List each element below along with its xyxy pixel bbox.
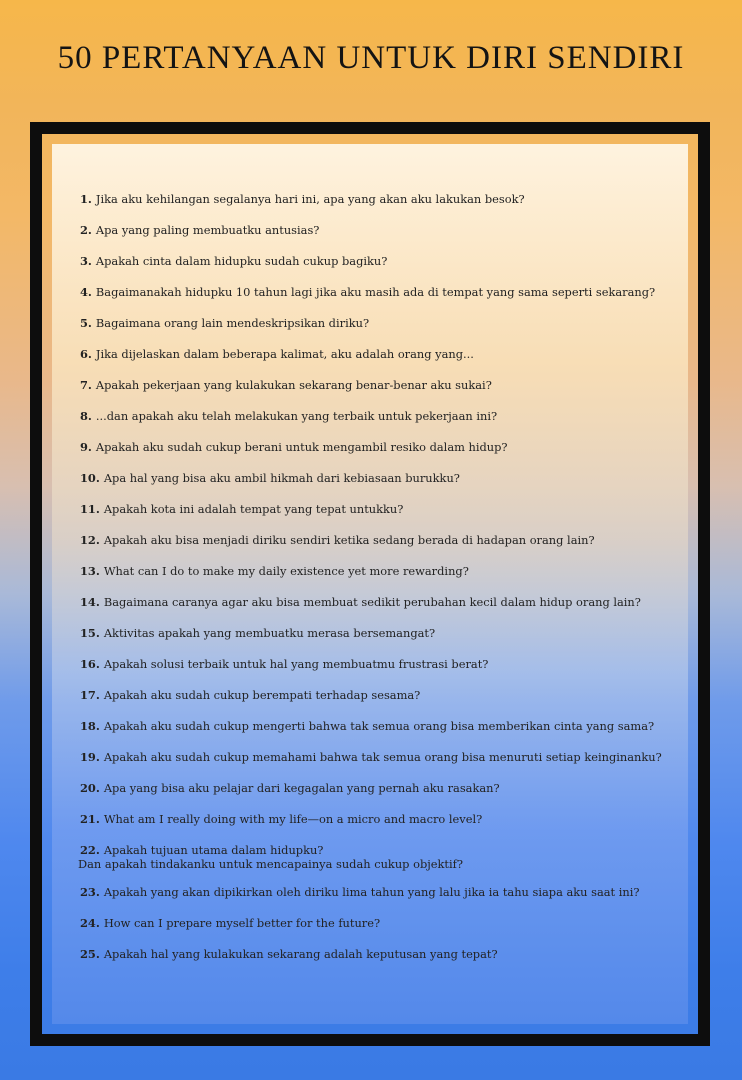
question-text: Apa hal yang bisa aku ambil hikmah dari kebiasaan burukku?: [103, 471, 460, 485]
question-text: Apakah hal yang kulakukan sekarang adalah keputusan yang tepat?: [103, 947, 498, 961]
question-item: [80, 502, 678, 533]
question-number: 21.: [80, 812, 100, 826]
question-number: 10.: [80, 471, 100, 485]
question-item: [80, 223, 678, 254]
question-text: Apakah aku sudah cukup mengerti bahwa tak semua orang bisa memberikan cinta yang sama?: [103, 719, 655, 733]
question-text: Apakah aku bisa menjadi diriku sendiri ketika sedang berada di hadapan orang lain?: [103, 533, 595, 547]
question-number: 19.: [80, 750, 100, 764]
question-number: 14.: [80, 595, 100, 609]
question-text: Bagaimana caranya agar aku bisa membuat sedikit perubahan kecil dalam hidup orang lain?: [103, 595, 641, 609]
question-text: Apakah aku sudah cukup memahami bahwa tak semua orang bisa menuruti setiap keinginanku?: [103, 750, 662, 764]
questions-list: [80, 192, 678, 978]
question-number: 17.: [80, 688, 100, 702]
question-number: 15.: [80, 626, 100, 640]
question-item: [80, 595, 678, 626]
question-text-line2: Dan apakah tindakanku untuk mencapainya sudah cukup objektif?: [78, 857, 463, 871]
question-number: 4.: [80, 285, 92, 299]
question-text: Apakah yang akan dipikirkan oleh diriku lima tahun yang lalu jika ia tahu siapa aku saat ini?: [103, 885, 640, 899]
question-text: Apakah aku sudah cukup berani untuk mengambil resiko dalam hidup?: [95, 440, 508, 454]
question-text: Apakah solusi terbaik untuk hal yang membuatmu frustrasi berat?: [103, 657, 489, 671]
question-item: [80, 916, 678, 947]
question-number: 3.: [80, 254, 92, 268]
question-number: 1.: [80, 192, 92, 206]
question-item: [80, 409, 678, 440]
question-item: [80, 657, 678, 688]
question-item: [80, 750, 678, 781]
question-item: [80, 285, 678, 316]
question-text: What can I do to make my daily existence yet more rewarding?: [103, 564, 469, 578]
question-item: [80, 440, 678, 471]
black-frame: [30, 122, 710, 1046]
question-item: [80, 316, 678, 347]
question-text: Apakah cinta dalam hidupku sudah cukup bagiku?: [95, 254, 388, 268]
question-number: 5.: [80, 316, 92, 330]
question-text: What am I really doing with my life—on a micro and macro level?: [103, 812, 483, 826]
question-text: Jika dijelaskan dalam beberapa kalimat, aku adalah orang yang...: [95, 347, 474, 361]
question-number: 2.: [80, 223, 92, 237]
question-number: 24.: [80, 916, 100, 930]
question-item: [80, 947, 678, 978]
questions-panel: [52, 144, 688, 1024]
question-number: 22.: [80, 843, 100, 857]
question-item: [80, 843, 678, 885]
question-number: 25.: [80, 947, 100, 961]
question-item: [80, 254, 678, 285]
question-number: 11.: [80, 502, 100, 516]
question-number: 18.: [80, 719, 100, 733]
question-text: Apakah tujuan utama dalam hidupku?: [103, 843, 324, 857]
question-text: Apakah kota ini adalah tempat yang tepat untukku?: [103, 502, 404, 516]
question-text: Bagaimanakah hidupku 10 tahun lagi jika aku masih ada di tempat yang sama seperti sekarang?: [95, 285, 656, 299]
question-text: Apakah pekerjaan yang kulakukan sekarang benar-benar aku sukai?: [95, 378, 492, 392]
question-text: Apa yang paling membuatku antusias?: [95, 223, 320, 237]
question-item: [80, 564, 678, 595]
question-number: 23.: [80, 885, 100, 899]
question-text: ...dan apakah aku telah melakukan yang terbaik untuk pekerjaan ini?: [95, 409, 498, 423]
question-item: [80, 719, 678, 750]
question-item: [80, 812, 678, 843]
question-text: Apa yang bisa aku pelajar dari kegagalan yang pernah aku rasakan?: [103, 781, 500, 795]
question-item: [80, 471, 678, 502]
question-number: 13.: [80, 564, 100, 578]
question-item: [80, 688, 678, 719]
question-item: [80, 347, 678, 378]
question-text: Jika aku kehilangan segalanya hari ini, apa yang akan aku lakukan besok?: [95, 192, 525, 206]
question-number: 9.: [80, 440, 92, 454]
question-text: How can I prepare myself better for the future?: [103, 916, 381, 930]
question-item: [80, 378, 678, 409]
question-number: 6.: [80, 347, 92, 361]
question-number: 8.: [80, 409, 92, 423]
question-item: [80, 626, 678, 657]
question-item: [80, 192, 678, 223]
question-item: [80, 533, 678, 564]
question-text: Aktivitas apakah yang membuatku merasa bersemangat?: [103, 626, 436, 640]
question-text: Apakah aku sudah cukup berempati terhadap sesama?: [103, 688, 421, 702]
question-number: 7.: [80, 378, 92, 392]
question-item: [80, 885, 678, 916]
question-number: 16.: [80, 657, 100, 671]
question-item: [80, 781, 678, 812]
question-number: 12.: [80, 533, 100, 547]
question-number: 20.: [80, 781, 100, 795]
question-text: Bagaimana orang lain mendeskripsikan diriku?: [95, 316, 370, 330]
page-title: 50 PERTANYAAN UNTUK DIRI SENDIRI: [57, 40, 685, 76]
